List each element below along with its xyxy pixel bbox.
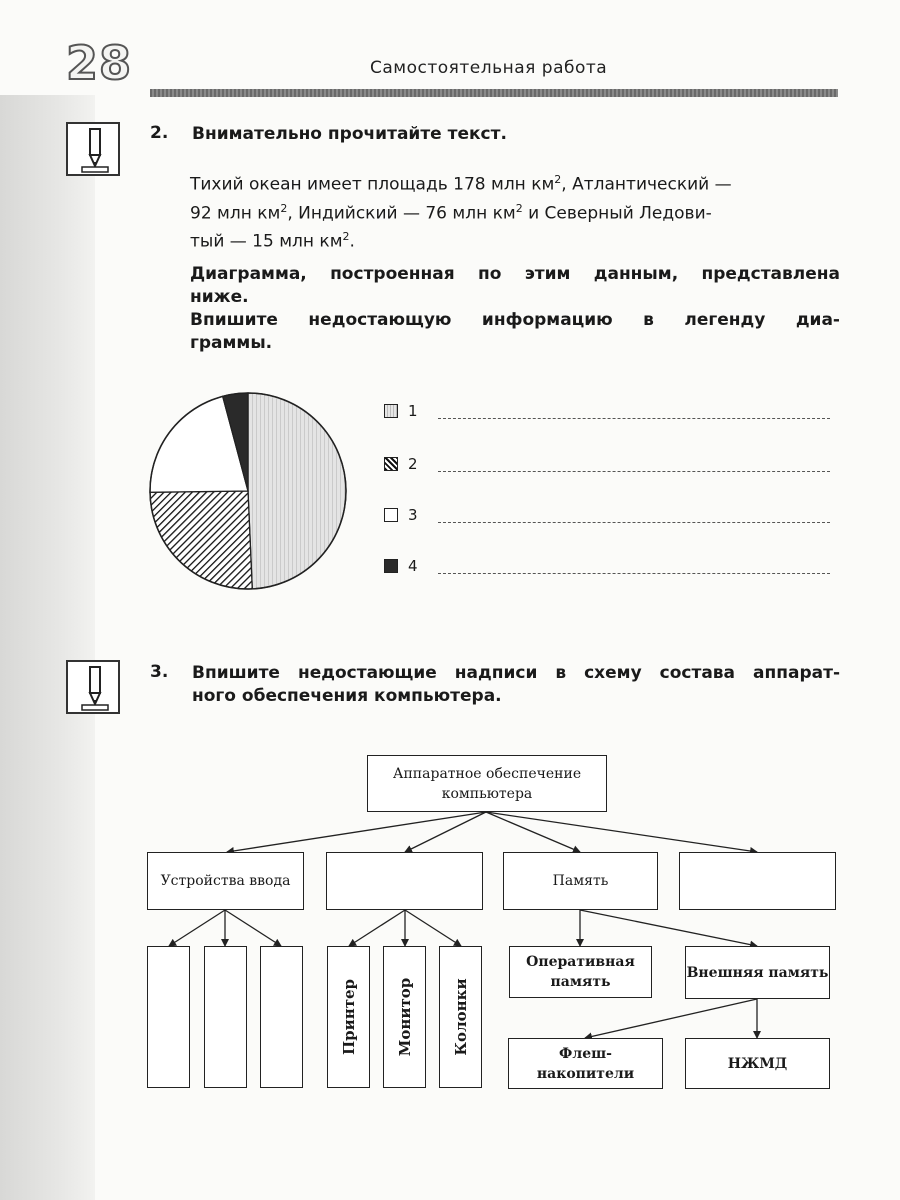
task-heading: ного обеспечения компьютера. [192,686,502,706]
diagram-label: Колонки [451,978,470,1056]
running-title: Самостоятельная работа [370,58,608,78]
task-number: 2. [150,123,169,143]
diagram-ram-box: Оперативная память [509,946,652,998]
diagram-printer-box [327,946,370,1088]
legend-label: 3 [408,506,418,524]
diagram-label: Принтер [339,978,358,1056]
diagram-memory-box: Память [503,852,658,910]
diagram-blank-box[interactable] [204,946,247,1088]
diagram-blank-box[interactable] [147,946,190,1088]
task-heading: Впишите недостающие надписи в схему состава аппарат- [192,663,840,683]
diagram-hdd-box: НЖМД [685,1038,830,1089]
page-number: 28 [66,36,133,90]
instruction-line: Впишите недостающую информацию в легенду диа- [190,310,840,330]
diagram-monitor-box [383,946,426,1088]
diagram-blank-box[interactable] [260,946,303,1088]
task-number: 3. [150,662,169,682]
diagram-blank-box[interactable] [326,852,483,910]
legend-label: 1 [408,402,418,420]
diagram-speakers-box [439,946,482,1088]
instruction-line: ниже. [190,287,249,307]
diagram-root-box: Аппаратное обеспечение компьютера [367,755,607,812]
instruction-line: Диаграмма, построенная по этим данным, представлена [190,264,840,284]
diagram-input-devices-box: Устройства ввода [147,852,304,910]
diagram-label: Монитор [395,977,414,1057]
instruction-line: граммы. [190,333,273,353]
legend-label: 4 [408,557,418,575]
diagram-external-memory-box: Внешняя память [685,946,830,999]
task-heading: Внимательно прочитайте текст. [192,124,507,144]
legend-label: 2 [408,455,418,473]
ocean-paragraph: Тихий океан имеет площадь 178 млн $км^2$, Атлантический — 92 млн $км^2$, Индийский — 76 млн $км^2$ и Северный Ледови- тый — 15 млн $км^2$. [190,173,732,252]
diagram-blank-box[interactable] [679,852,836,910]
diagram-flash-box: Флеш-накопители [508,1038,663,1089]
